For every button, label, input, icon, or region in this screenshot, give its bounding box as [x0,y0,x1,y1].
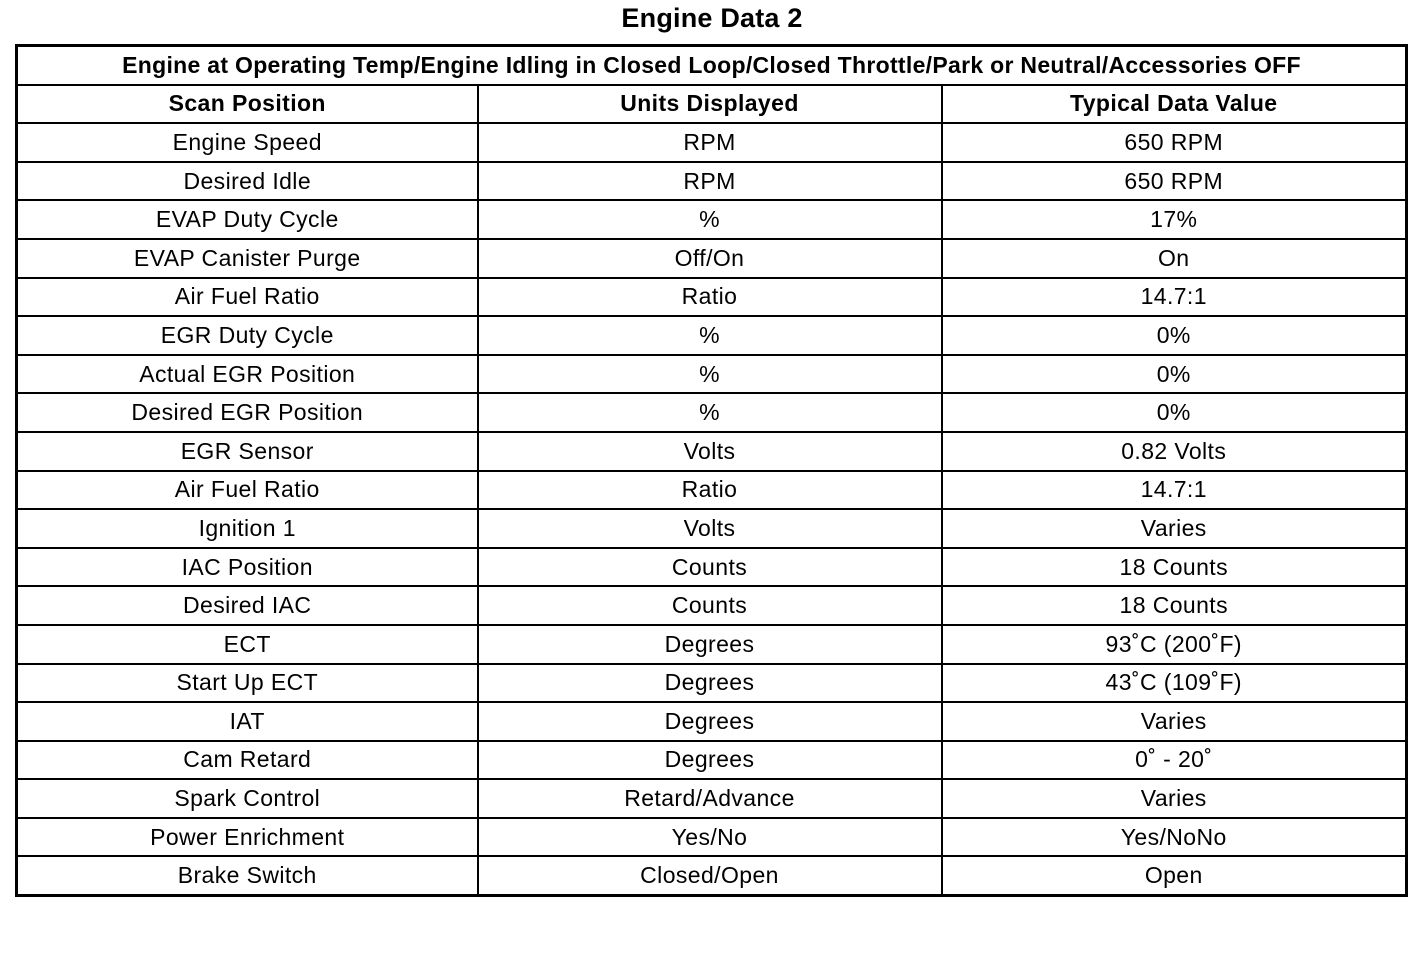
scan-position-cell: Actual EGR Position [17,355,478,394]
table-row [17,509,1407,548]
units-displayed-cell: Counts [478,548,942,587]
scan-position-cell: Desired IAC [17,586,478,625]
units-displayed-cell: Yes/No [478,818,942,857]
scan-position-cell: Air Fuel Ratio [17,471,478,510]
scan-position-cell: IAC Position [17,548,478,587]
units-displayed-cell: Ratio [478,278,942,317]
scan-position-cell: Engine Speed [17,123,478,162]
table-row [17,625,1407,664]
table-row [17,779,1407,818]
scan-position-cell: Power Enrichment [17,818,478,857]
typical-data-value-cell: 14.7:1 [942,278,1407,317]
scan-position-cell: Desired Idle [17,162,478,201]
scan-position-cell: EGR Duty Cycle [17,316,478,355]
typical-data-value-cell: 650 RPM [942,162,1407,201]
typical-data-value-cell: Varies [942,509,1407,548]
typical-data-value-cell: 18 Counts [942,548,1407,587]
table-row [17,664,1407,703]
scan-position-cell: Start Up ECT [17,664,478,703]
scan-position-cell: Desired EGR Position [17,393,478,432]
typical-data-value-cell: 0˚ - 20˚ [942,741,1407,780]
units-displayed-cell: Degrees [478,625,942,664]
scan-position-cell: Brake Switch [17,856,478,895]
engine-data-table [15,44,1408,897]
scan-position-cell: ECT [17,625,478,664]
typical-data-value-cell: Varies [942,779,1407,818]
table-row [17,355,1407,394]
units-displayed-cell: Off/On [478,239,942,278]
typical-data-value-cell: Open [942,856,1407,895]
table-row [17,471,1407,510]
units-displayed-cell: Volts [478,509,942,548]
typical-data-value-cell: Yes/NoNo [942,818,1407,857]
table-row [17,162,1407,201]
units-displayed-cell: RPM [478,162,942,201]
table-row [17,393,1407,432]
units-displayed-cell: Counts [478,586,942,625]
table-row [17,239,1407,278]
table-row [17,123,1407,162]
condition-row [17,46,1407,85]
units-displayed-cell: Degrees [478,702,942,741]
scan-position-cell: Air Fuel Ratio [17,278,478,317]
typical-data-value-cell: 43˚C (109˚F) [942,664,1407,703]
header-scan-position: Scan Position [17,85,478,124]
typical-data-value-cell: 93˚C (200˚F) [942,625,1407,664]
units-displayed-cell: % [478,355,942,394]
scan-position-cell: Spark Control [17,779,478,818]
scan-position-cell: Ignition 1 [17,509,478,548]
table-row [17,741,1407,780]
table-row [17,432,1407,471]
table-row [17,702,1407,741]
condition-cell: Engine at Operating Temp/Engine Idling in Closed Loop/Closed Throttle/Park or Neutral/Accessories OFF [17,46,1407,85]
table-row [17,316,1407,355]
table-row [17,278,1407,317]
page-title: Engine Data 2 [621,3,803,33]
header-typical-data-value: Typical Data Value [942,85,1407,124]
units-displayed-cell: Degrees [478,741,942,780]
scan-position-cell: EGR Sensor [17,432,478,471]
units-displayed-cell: Ratio [478,471,942,510]
units-displayed-cell: RPM [478,123,942,162]
units-displayed-cell: % [478,200,942,239]
typical-data-value-cell: On [942,239,1407,278]
table-row [17,548,1407,587]
table-row [17,818,1407,857]
units-displayed-cell: Degrees [478,664,942,703]
units-displayed-cell: Retard/Advance [478,779,942,818]
scan-position-cell: IAT [17,702,478,741]
typical-data-value-cell: 14.7:1 [942,471,1407,510]
typical-data-value-cell: 650 RPM [942,123,1407,162]
table-row [17,200,1407,239]
table-body [17,46,1407,896]
typical-data-value-cell: 17% [942,200,1407,239]
units-displayed-cell: % [478,393,942,432]
units-displayed-cell: Closed/Open [478,856,942,895]
units-displayed-cell: Volts [478,432,942,471]
units-displayed-cell: % [478,316,942,355]
typical-data-value-cell: 0% [942,393,1407,432]
typical-data-value-cell: 0.82 Volts [942,432,1407,471]
scan-position-cell: EVAP Canister Purge [17,239,478,278]
typical-data-value-cell: 0% [942,316,1407,355]
typical-data-value-cell: Varies [942,702,1407,741]
header-units-displayed: Units Displayed [478,85,942,124]
table-row [17,586,1407,625]
header-row [17,85,1407,124]
table-row [17,856,1407,895]
scan-position-cell: Cam Retard [17,741,478,780]
typical-data-value-cell: 18 Counts [942,586,1407,625]
scan-position-cell: EVAP Duty Cycle [17,200,478,239]
typical-data-value-cell: 0% [942,355,1407,394]
